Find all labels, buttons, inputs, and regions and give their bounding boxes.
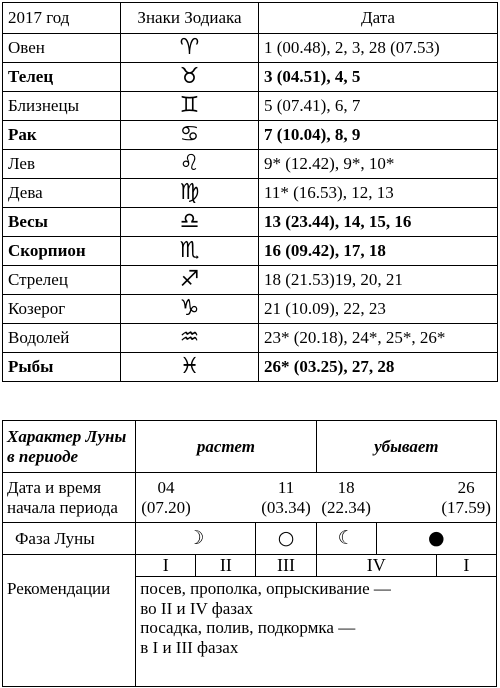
zodiac-period-name: Овен	[3, 34, 121, 63]
recommendations-label: Рекомендации	[3, 577, 136, 687]
period-2	[256, 473, 316, 523]
header-year: 2017 год	[3, 3, 121, 34]
zodiac-period-name: Рак	[3, 121, 121, 150]
waxing-crescent-icon: ☽	[136, 523, 256, 555]
aquarius-icon: ♒︎	[121, 324, 259, 353]
recommendation-line: посадка, полив, подкормка —	[140, 618, 356, 638]
waning-label: убывает	[316, 421, 496, 473]
phase-number: IV	[316, 555, 436, 577]
zodiac-row	[3, 179, 498, 208]
sagittarius-icon: ♐︎	[121, 266, 259, 295]
zodiac-header-row	[3, 3, 498, 34]
waxing-label: растет	[136, 421, 316, 473]
recommendation-line: в I и III фазах	[140, 637, 239, 657]
full-moon-icon: ○	[256, 523, 316, 555]
moon-character-row	[3, 421, 497, 473]
zodiac-period-name: Скорпион	[3, 237, 121, 266]
zodiac-dates: 3 (04.51), 4, 5	[259, 63, 498, 92]
phase-label: Фаза Луны	[3, 523, 136, 555]
recommendation-line: во II и IV фазах	[140, 598, 254, 618]
period-row	[3, 473, 497, 523]
zodiac-period-name: Козерог	[3, 295, 121, 324]
period-date: 18	[337, 477, 355, 497]
cancer-icon: ♋︎	[121, 121, 259, 150]
zodiac-dates: 5 (07.41), 6, 7	[259, 92, 498, 121]
zodiac-row	[3, 237, 498, 266]
zodiac-row	[3, 266, 498, 295]
zodiac-period-name: Рыбы	[3, 353, 121, 382]
zodiac-row	[3, 63, 498, 92]
leo-icon: ♌︎	[121, 150, 259, 179]
period-date: 11	[277, 477, 295, 497]
character-label: Характер Луны в периоде	[3, 421, 136, 473]
period-time: (17.59)	[441, 497, 491, 517]
recommendations-row	[3, 577, 497, 687]
zodiac-table	[2, 2, 498, 382]
zodiac-dates: 16 (09.42), 17, 18	[259, 237, 498, 266]
period-4	[436, 473, 496, 523]
period-1	[136, 473, 196, 523]
phase-number: I	[436, 555, 496, 577]
capricorn-icon: ♑︎	[121, 295, 259, 324]
zodiac-row	[3, 92, 498, 121]
recommendation-line: посев, прополка, опрыскивание —	[140, 579, 391, 598]
new-moon-icon: ●	[376, 523, 496, 555]
recommendations-text	[136, 577, 497, 687]
phase-number-row	[3, 555, 497, 577]
zodiac-row	[3, 150, 498, 179]
period-date: 26	[457, 477, 475, 497]
libra-icon: ♎︎	[121, 208, 259, 237]
zodiac-period-name: Телец	[3, 63, 121, 92]
zodiac-dates: 26* (03.25), 27, 28	[259, 353, 498, 382]
period-time: (03.34)	[261, 497, 311, 517]
virgo-icon: ♍︎	[121, 179, 259, 208]
zodiac-period-name: Лев	[3, 150, 121, 179]
zodiac-row	[3, 353, 498, 382]
zodiac-dates: 18 (21.53)19, 20, 21	[259, 266, 498, 295]
gemini-icon: ♊︎	[121, 92, 259, 121]
zodiac-row	[3, 34, 498, 63]
period-3	[316, 473, 376, 523]
phase-number: I	[136, 555, 196, 577]
period-label: Дата и время начала периода	[3, 473, 136, 523]
zodiac-period-name: Дева	[3, 179, 121, 208]
pisces-icon: ♓︎	[121, 353, 259, 382]
header-signs: Знаки Зодиака	[121, 3, 259, 34]
zodiac-row	[3, 295, 498, 324]
waning-crescent-icon: ☾	[316, 523, 376, 555]
zodiac-period-name: Водолей	[3, 324, 121, 353]
zodiac-period-name: Стрелец	[3, 266, 121, 295]
zodiac-period-name: Весы	[3, 208, 121, 237]
header-date: Дата	[259, 3, 498, 34]
zodiac-dates: 9* (12.42), 9*, 10*	[259, 150, 498, 179]
period-time: (07.20)	[141, 497, 191, 517]
zodiac-row	[3, 121, 498, 150]
zodiac-row	[3, 324, 498, 353]
phase-number: III	[256, 555, 316, 577]
moon-phase-table	[2, 420, 497, 687]
zodiac-dates: 21 (10.09), 22, 23	[259, 295, 498, 324]
zodiac-dates: 11* (16.53), 12, 13	[259, 179, 498, 208]
zodiac-dates: 13 (23.44), 14, 15, 16	[259, 208, 498, 237]
zodiac-dates: 7 (10.04), 8, 9	[259, 121, 498, 150]
zodiac-dates: 1 (00.48), 2, 3, 28 (07.53)	[259, 34, 498, 63]
zodiac-dates: 23* (20.18), 24*, 25*, 26*	[259, 324, 498, 353]
scorpio-icon: ♏︎	[121, 237, 259, 266]
phase-row	[3, 523, 497, 555]
zodiac-period-name: Близнецы	[3, 92, 121, 121]
aries-icon: ♈︎	[121, 34, 259, 63]
period-date: 04	[157, 477, 175, 497]
taurus-icon: ♉︎	[121, 63, 259, 92]
phase-number: II	[196, 555, 256, 577]
zodiac-row	[3, 208, 498, 237]
period-time: (22.34)	[321, 497, 371, 517]
